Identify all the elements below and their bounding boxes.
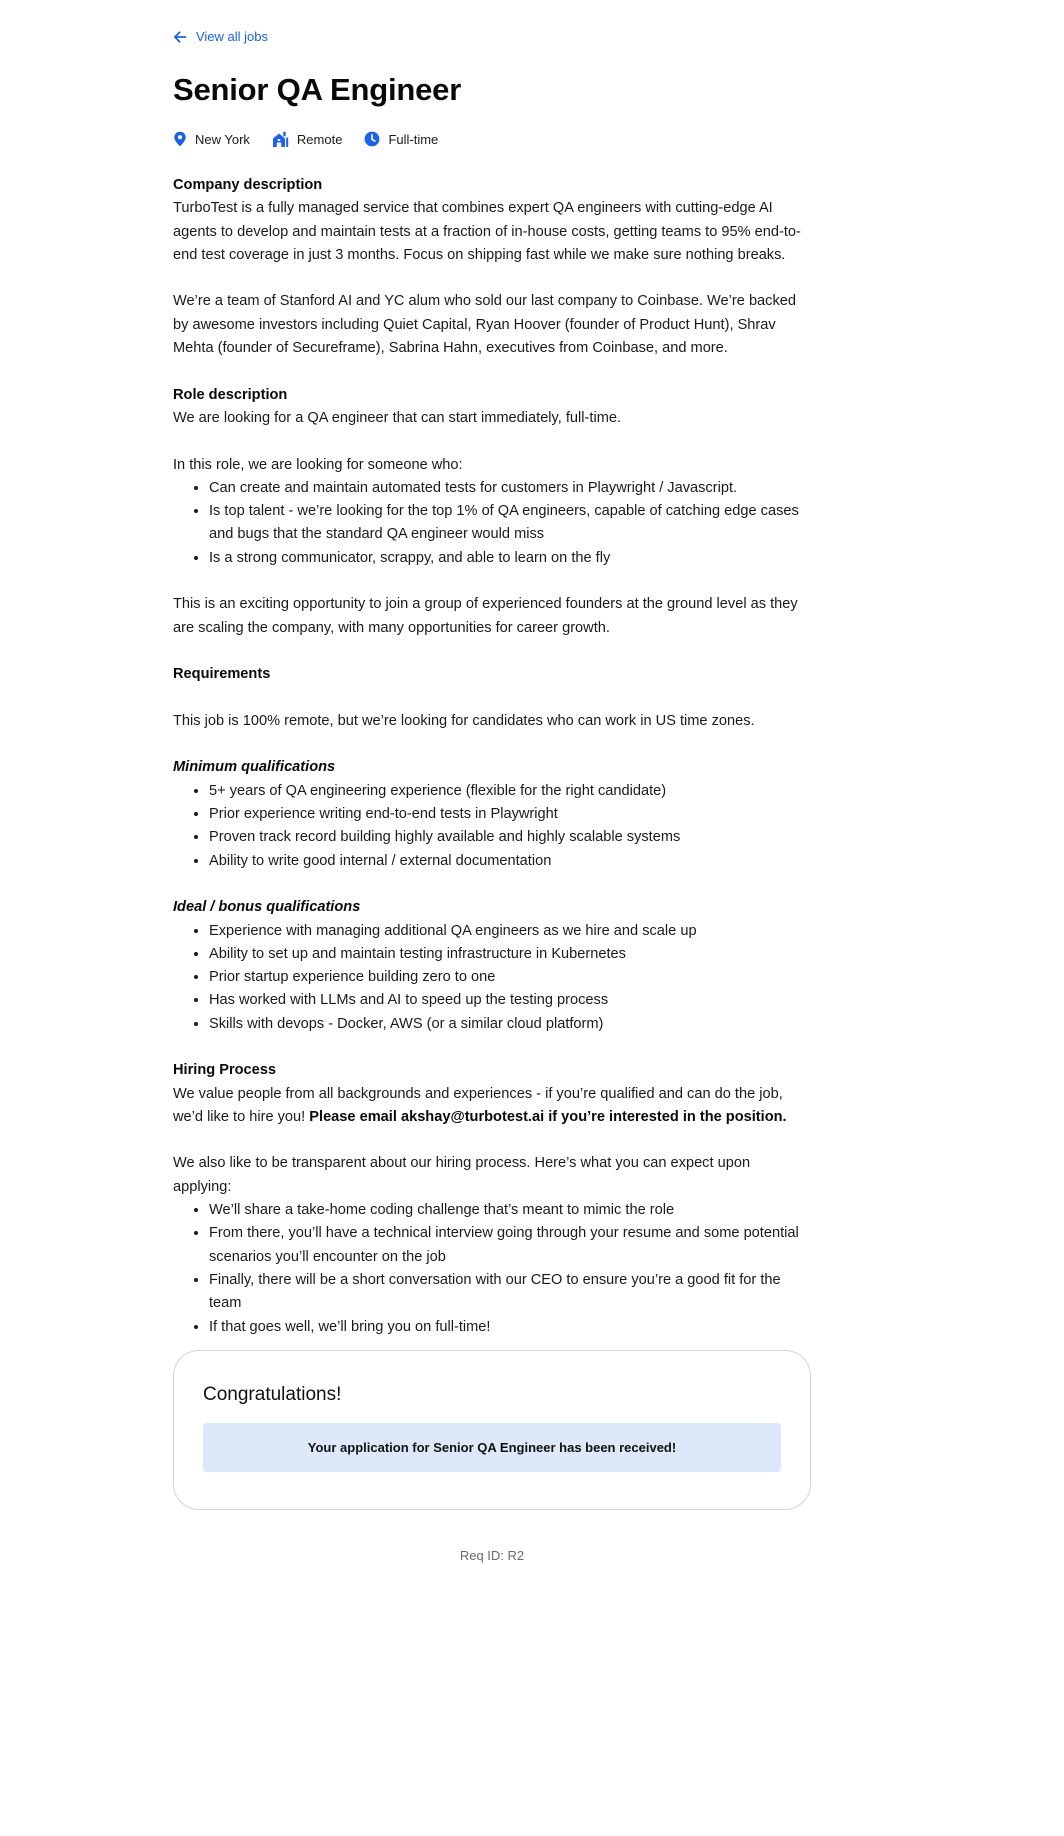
job-posting-page xyxy=(173,0,811,1563)
job-description xyxy=(173,174,811,1339)
job-location xyxy=(173,131,250,147)
job-employment-type xyxy=(364,131,438,147)
location-pin-icon xyxy=(173,131,187,147)
ideal-qualifications-heading: Ideal / bonus qualifications xyxy=(173,899,361,916)
role-intro: We are looking for a QA engineer that can start immediately, full-time. xyxy=(173,409,622,426)
list-item: • Ability to set up and maintain testing infrastructure in Kubernetes xyxy=(209,943,811,966)
job-workplace xyxy=(272,131,343,148)
list-item: • Experience with managing additional QA engineers as we hire and scale up xyxy=(209,920,811,943)
job-workplace-label: Remote xyxy=(296,131,343,147)
hiring-contact-text: Please email akshay@turbotest.ai if you’re interested in the position. xyxy=(309,1108,787,1125)
hiring-process-text: We value people from all backgrounds and experiences - if you’re qualified and can do the job, we’d like to hire you! xyxy=(173,1085,783,1125)
hiring-process-lead: We also like to be transparent about our hiring process. Here’s what you can expect upon applying: xyxy=(173,1155,751,1195)
list-item: • If that goes well, we’ll bring you on full-time! xyxy=(209,1316,811,1339)
minimum-qualifications-heading: Minimum qualifications xyxy=(173,759,336,776)
company-description-heading: Company description xyxy=(173,177,323,193)
list-item: • Can create and maintain automated tests for customers in Playwright / Javascript. xyxy=(209,477,811,500)
clock-icon xyxy=(364,131,380,147)
company-team-paragraph: We’re a team of Stanford AI and YC alum who sold our last company to Coinbase. We’re backed by awesome investors including Quiet Capital, Ryan Hoover (founder of Product Hunt), Shrav Mehta (founder of Secureframe), Sabrina Hahn, executives from Coinbase, and more. xyxy=(173,293,796,357)
list-item: • Ability to write good internal / external documentation xyxy=(209,850,811,873)
view-all-jobs-link[interactable] xyxy=(173,29,268,44)
role-bullet-list xyxy=(173,477,811,570)
confirmation-title: Congratulations! xyxy=(203,1383,342,1405)
job-meta xyxy=(173,128,811,150)
list-item: • Prior startup experience building zero to one xyxy=(209,966,811,989)
list-item: • Proven track record building highly available and highly scalable systems xyxy=(209,826,811,849)
role-lead: In this role, we are looking for someone who: xyxy=(173,456,463,473)
role-closing: This is an exciting opportunity to join a group of experienced founders at the ground level as they are scaling the company, with many opportunities for career growth. xyxy=(173,596,798,636)
list-item: • Prior experience writing end-to-end tests in Playwright xyxy=(209,803,811,826)
hiring-process-list xyxy=(173,1199,811,1339)
ideal-qualifications-list xyxy=(173,920,811,1036)
list-item: • Is top talent - we’re looking for the top 1% of QA engineers, capable of catching edge cases and bugs that the standard QA engineer would miss xyxy=(209,500,811,547)
role-description-heading: Role description xyxy=(173,386,288,403)
job-employment-type-label: Full-time xyxy=(388,131,439,147)
arrow-left-icon xyxy=(173,30,187,44)
requirements-intro: This job is 100% remote, but we’re looking for candidates who can work in US time zones. xyxy=(173,712,755,729)
minimum-qualifications-list xyxy=(173,780,811,873)
page-title: Senior QA Engineer xyxy=(173,72,462,107)
list-item: • We’ll share a take-home coding challenge that’s meant to mimic the role xyxy=(209,1199,811,1222)
confirmation-banner xyxy=(203,1423,781,1472)
list-item: • Is a strong communicator, scrappy, and able to learn on the fly xyxy=(209,547,811,570)
list-item: • From there, you’ll have a technical interview going through your resume and some potential scenarios you’ll encounter on the job xyxy=(209,1222,811,1269)
application-confirmation-card xyxy=(173,1350,811,1510)
home-building-icon xyxy=(272,131,289,148)
list-item: • Finally, there will be a short conversation with our CEO to ensure you’re a good fit for the team xyxy=(209,1269,811,1316)
confirmation-message: Your application for Senior QA Engineer has been received! xyxy=(307,1439,677,1455)
job-location-label: New York xyxy=(195,131,250,147)
req-id: Req ID: R2 xyxy=(459,1547,525,1563)
company-description-paragraph: TurboTest is a fully managed service that combines expert QA engineers with cutting-edge AI agents to develop and maintain tests at a fraction of in-house costs, getting teams to 95% end-to-end test coverage in just 3 months. Focus on shipping fast while we make sure nothing breaks. xyxy=(173,200,801,263)
hiring-process-paragraph xyxy=(173,1083,811,1130)
list-item: • Has worked with LLMs and AI to speed up the testing process xyxy=(209,989,811,1012)
list-item: • 5+ years of QA engineering experience (flexible for the right candidate) xyxy=(209,780,811,803)
requirements-heading: Requirements xyxy=(173,666,271,683)
list-item: • Skills with devops - Docker, AWS (or a similar cloud platform) xyxy=(209,1013,811,1036)
view-all-jobs-label: View all jobs xyxy=(196,29,269,44)
hiring-process-heading: Hiring Process xyxy=(173,1062,277,1079)
